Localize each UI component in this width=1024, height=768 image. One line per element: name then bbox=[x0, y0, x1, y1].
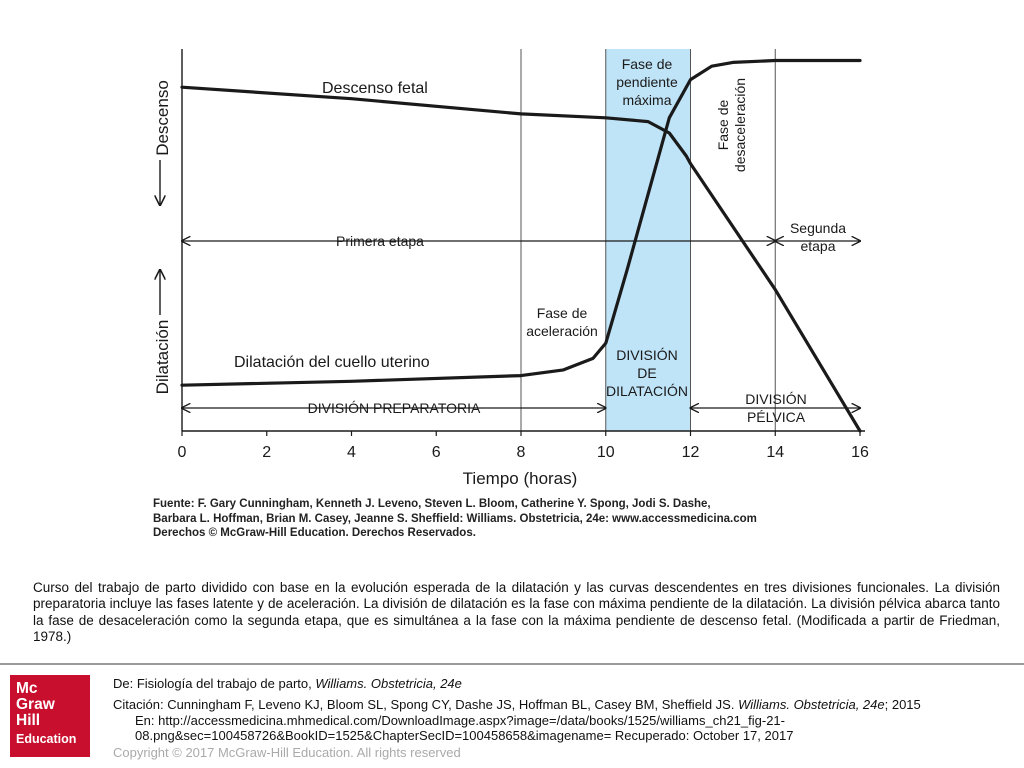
x-tick-label-8: 8 bbox=[516, 444, 526, 461]
y-label-descenso: Descenso bbox=[153, 80, 172, 156]
source-line-2: Barbara L. Hoffman, Brian M. Casey, Jeanne S. Sheffield: Williams. Obstetricia, 24e: www.accessmedicina.com bbox=[153, 512, 757, 525]
logo-line-3: Hill bbox=[16, 712, 41, 729]
label-fase-pendiente-3: máxima bbox=[622, 92, 672, 108]
divider bbox=[0, 663, 1024, 665]
label-fase-aceleracion-2: aceleración bbox=[526, 323, 598, 339]
x-tick-label-16: 16 bbox=[851, 444, 869, 461]
source-line-3: Derechos © McGraw-Hill Education. Derechos Reservados. bbox=[153, 527, 476, 539]
x-tick-label-10: 10 bbox=[596, 444, 615, 461]
logo-line-1: Mc bbox=[16, 680, 38, 697]
label-division-dilatacion-3: DILATACIÓN bbox=[606, 383, 688, 399]
label-fase-aceleracion-1: Fase de bbox=[536, 305, 588, 321]
citation-url[interactable]: En: http://accessmedicina.mhmedical.com/DownloadImage.aspx?image=/data/books/1525/williams_ch21_fig-21-08.png&sec=100458726&BookID=1525&ChapterSecID=100458658&imagename= Recuperado: October 17, 2017 bbox=[135, 712, 794, 743]
citation-year: ; 2015 bbox=[884, 697, 921, 712]
y-label-dilatacion: Dilatación bbox=[153, 319, 172, 395]
label-fase-pendiente-2: pendiente bbox=[616, 74, 678, 90]
x-tick-label-12: 12 bbox=[681, 444, 700, 461]
x-tick-label-0: 0 bbox=[177, 444, 187, 461]
citation-prefix: Citación: Cunningham F, Leveno KJ, Bloom SL, Spong CY, Dashe JS, Hoffman BL, Casey BM, Sheffield JS. bbox=[113, 697, 735, 712]
source-line-1: Fuente: F. Gary Cunningham, Kenneth J. Leveno, Steven L. Bloom, Catherine Y. Spong, Jodi S. Dashe, bbox=[153, 498, 711, 510]
label-segunda-etapa-1: Segunda bbox=[789, 220, 847, 236]
citation-title-prefix: De: Fisiología del trabajo de parto, bbox=[113, 676, 312, 691]
label-division-dilatacion-2: DE bbox=[637, 365, 657, 381]
label-fase-pendiente-1: Fase de bbox=[621, 56, 673, 72]
copyright-notice: Copyright © 2017 McGraw-Hill Education. All rights reserved bbox=[113, 745, 461, 760]
mcgraw-hill-logo bbox=[10, 675, 90, 757]
source-credit bbox=[153, 497, 853, 541]
logo-line-4: Education bbox=[16, 732, 77, 746]
series-label-dilatacion: Dilatación del cuello uterino bbox=[234, 354, 430, 371]
label-division-pelvica-2: PÉLVICA bbox=[746, 409, 806, 425]
x-tick-label-14: 14 bbox=[766, 444, 785, 461]
citation-title bbox=[113, 676, 462, 692]
logo-line-2: Graw bbox=[16, 696, 55, 713]
x-tick-label-4: 4 bbox=[347, 444, 356, 461]
label-division-pelvica-1: DIVISIÓN bbox=[745, 391, 807, 407]
citation-block bbox=[113, 697, 1003, 744]
x-tick-label-2: 2 bbox=[262, 444, 272, 461]
label-segunda-etapa-2: etapa bbox=[800, 238, 836, 254]
citation-book: Williams. Obstetricia, 24e bbox=[738, 697, 885, 712]
label-division-dilatacion-1: DIVISIÓN bbox=[616, 347, 678, 363]
series-label-descenso: Descenso fetal bbox=[322, 80, 428, 97]
x-axis-label: Tiempo (horas) bbox=[462, 469, 578, 488]
x-tick-label-6: 6 bbox=[431, 444, 441, 461]
label-division-preparatoria: DIVISIÓN PREPARATORIA bbox=[307, 400, 481, 416]
label-fase-desaceleracion-1: Fase de bbox=[715, 99, 731, 151]
label-primera-etapa: Primera etapa bbox=[336, 233, 424, 249]
figure-caption: Curso del trabajo de parto dividido con base en la evolución esperada de la dilatación y las curvas descendentes en tres divisiones funcionales. La división preparatoria incluye las fases latente y de aceleración. La división de dilatación es la fase con máxima pendiente de la dilatación. La división pélvica abarca tanto la fase de desaceleración como la segunda etapa, que es simultánea a la fase con la máxima pendiente de descenso fetal. (Modificada a partir de Friedman, 1978.) bbox=[33, 580, 1000, 644]
citation-title-book: Williams. Obstetricia, 24e bbox=[315, 676, 462, 691]
label-fase-desaceleracion-2: desaceleración bbox=[732, 77, 748, 173]
